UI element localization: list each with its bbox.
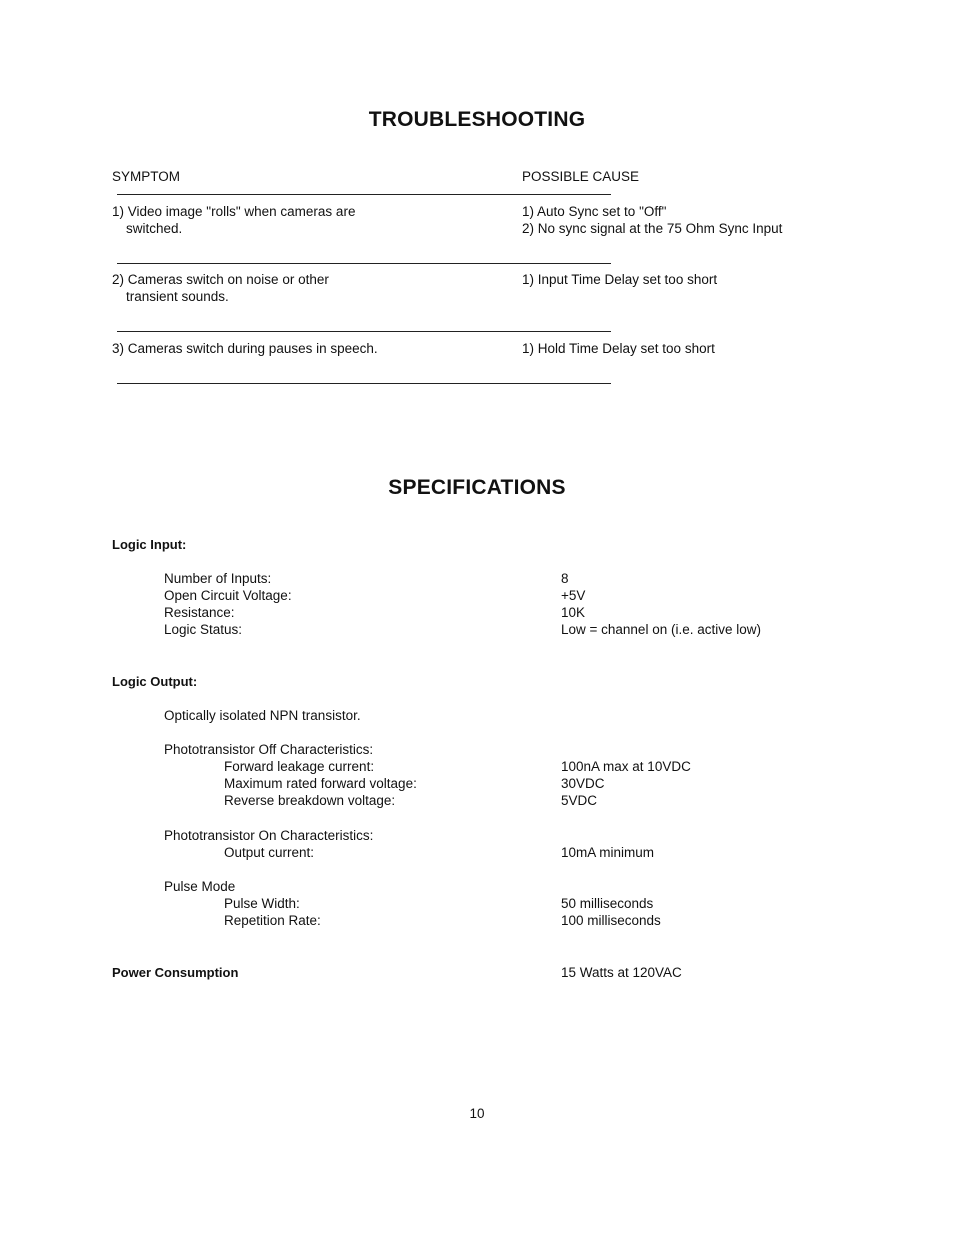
row-divider [117, 263, 611, 264]
cause-text: 1) Hold Time Delay set too short [522, 341, 715, 356]
power-consumption-value: 15 Watts at 120VAC [561, 965, 682, 980]
power-consumption-heading: Power Consumption [112, 965, 239, 980]
spec-label: Reverse breakdown voltage: [224, 793, 396, 808]
spec-label: Number of Inputs: [164, 571, 272, 586]
logic-output-heading: Logic Output: [112, 674, 198, 689]
header-divider [117, 194, 611, 195]
symptom-text: 1) Video image "rolls" when cameras are [112, 204, 356, 219]
spec-value: 50 milliseconds [561, 896, 654, 911]
spec-value: 100nA max at 10VDC [561, 759, 691, 774]
spec-label: Pulse Width: [224, 896, 300, 911]
spec-value: 30VDC [561, 776, 605, 791]
cause-text: 1) Auto Sync set to "Off" [522, 204, 667, 219]
spec-value: 10K [561, 605, 586, 620]
phototransistor-off-heading: Phototransistor Off Characteristics: [164, 742, 374, 757]
row-divider [117, 331, 611, 332]
spec-value: 10mA minimum [561, 845, 655, 860]
spec-label: Maximum rated forward voltage: [224, 776, 417, 791]
spec-value: 5VDC [561, 793, 598, 808]
spec-value: +5V [561, 588, 586, 603]
cause-text: 1) Input Time Delay set too short [522, 272, 718, 287]
row-divider [117, 383, 611, 384]
logic-input-heading: Logic Input: [112, 537, 187, 552]
spec-label: Resistance: [164, 605, 235, 620]
logic-output-description: Optically isolated NPN transistor. [164, 708, 361, 723]
symptom-text: 3) Cameras switch during pauses in speech. [112, 341, 378, 356]
specifications-title: SPECIFICATIONS [388, 476, 566, 499]
spec-label: Forward leakage current: [224, 759, 375, 774]
symptom-text-continued: switched. [126, 221, 183, 236]
spec-label: Logic Status: [164, 622, 243, 637]
spec-value: Low = channel on (i.e. active low) [561, 622, 761, 637]
spec-label: Repetition Rate: [224, 913, 321, 928]
symptom-text-continued: transient sounds. [126, 289, 229, 304]
symptom-column-header: SYMPTOM [112, 169, 181, 184]
spec-label: Open Circuit Voltage: [164, 588, 292, 603]
spec-value: 100 milliseconds [561, 913, 661, 928]
troubleshooting-title: TROUBLESHOOTING [368, 108, 586, 131]
spec-label: Output current: [224, 845, 315, 860]
page-number: 10 [469, 1106, 485, 1121]
cause-text: 2) No sync signal at the 75 Ohm Sync Input [522, 221, 783, 236]
symptom-text: 2) Cameras switch on noise or other [112, 272, 329, 287]
phototransistor-on-heading: Phototransistor On Characteristics: [164, 828, 374, 843]
pulse-mode-heading: Pulse Mode [164, 879, 236, 894]
possible-cause-column-header: POSSIBLE CAUSE [522, 169, 640, 184]
spec-value: 8 [561, 571, 569, 586]
